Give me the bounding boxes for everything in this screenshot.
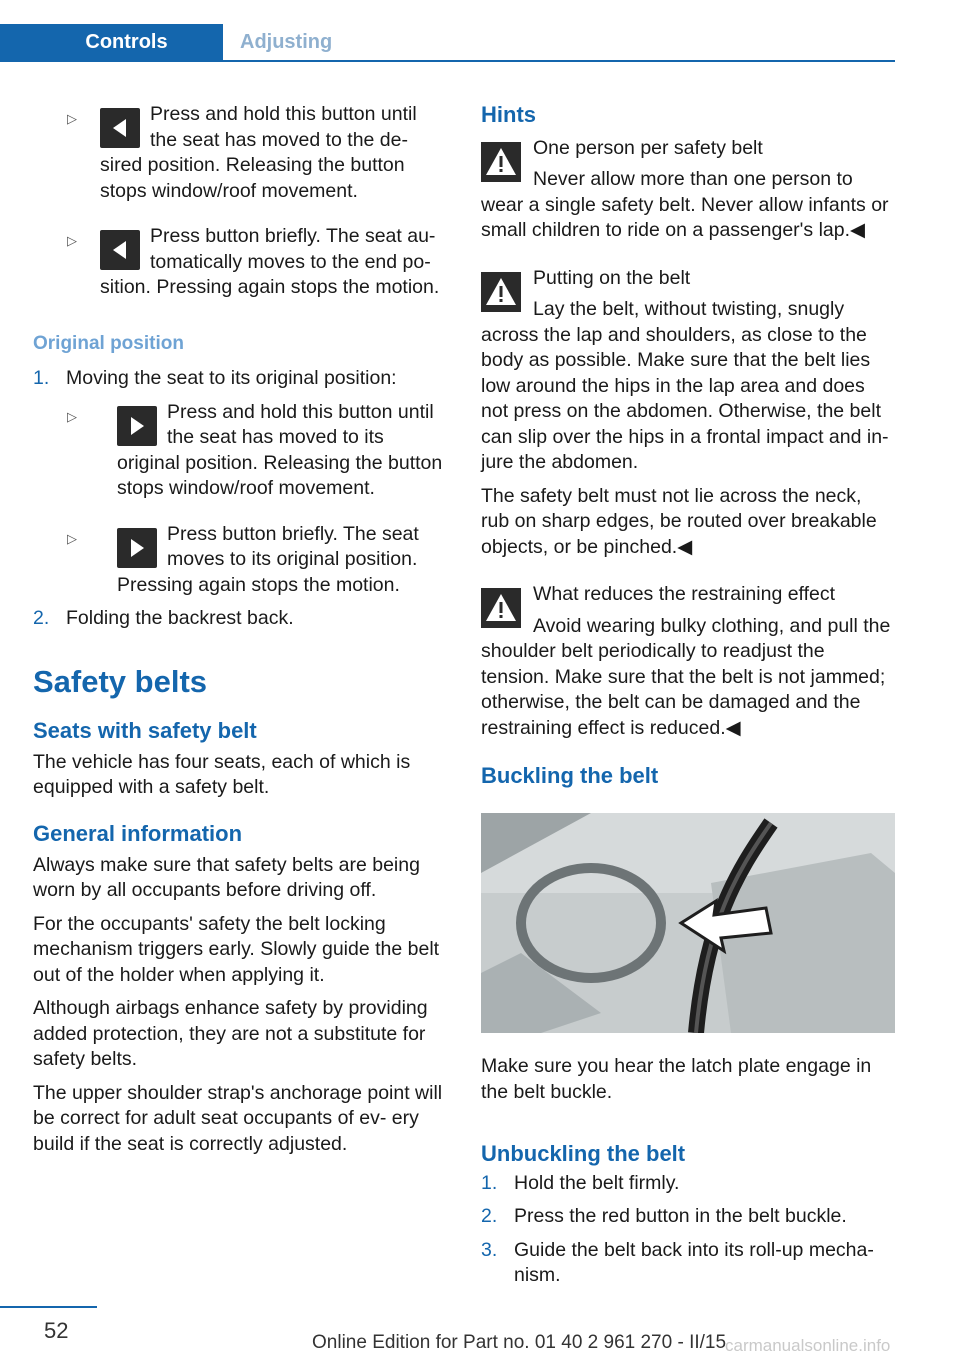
list-item-text: Press button briefly. The seat moves to its original position. Pressing again stops the motion. bbox=[117, 522, 419, 596]
warning-block bbox=[481, 266, 895, 561]
warning-title: Putting on the belt bbox=[533, 266, 691, 289]
step-text: Folding the backrest back. bbox=[66, 607, 294, 629]
triangle-bullet-icon: ▷ bbox=[67, 530, 77, 546]
warning-text: Never allow more than one person to wear a single safety belt. Never allow infants or small children to ride on a passenger's lap.◀ bbox=[481, 168, 889, 241]
warning-text: Lay the belt, without twisting, snugly across the lap and shoulders, as close to the body as possible. Make sure that the belt lies low around the hips in the lap area and does not press on the abdomen. Otherwise, the belt can slip over the hips in a frontal impact and in‐ jure the abdomen. bbox=[481, 298, 889, 473]
right-column bbox=[481, 102, 895, 1297]
general-heading: General information bbox=[33, 820, 243, 846]
buckling-heading: Buckling the belt bbox=[481, 763, 659, 788]
warning-icon bbox=[481, 272, 521, 312]
unbuckling-heading: Unbuckling the belt bbox=[481, 1141, 686, 1166]
warning-title: What reduces the restraining effect bbox=[533, 583, 836, 605]
original-position-heading: Original position bbox=[33, 332, 184, 354]
warning-text: The safety belt must not lie across the neck, rub on sharp edges, be routed over breakable objects, or be pinched.◀ bbox=[481, 484, 877, 558]
warning-block bbox=[481, 582, 895, 741]
list-item-text: Press and hold this button until the seat has moved to the de‐ sired position. Releasing the button stops window/roof movement. bbox=[100, 103, 417, 202]
numbered-step bbox=[33, 366, 448, 598]
warning-icon bbox=[481, 588, 521, 628]
step-number: 3. bbox=[481, 1238, 498, 1261]
buckling-text: Make sure you hear the latch plate engage in the belt buckle. bbox=[481, 1055, 872, 1103]
paragraph: The upper shoulder strap's anchorage point will be correct for adult seat occupants of ev‐ ery build if the seat is correctly adjusted. bbox=[33, 1081, 443, 1155]
warning-text: Avoid wearing bulky clothing, and pull the shoulder belt periodically to readjust the tension. Make sure that the belt is not jammed; otherwise, the belt can be damaged and the restraining effect is reduced.◀ bbox=[481, 614, 891, 739]
warning-icon bbox=[481, 142, 521, 182]
seat-belt-illustration bbox=[481, 813, 895, 1033]
tab-adjusting[interactable]: Adjusting bbox=[240, 31, 333, 53]
seats-heading: Seats with safety belt bbox=[33, 717, 257, 743]
page-number: 52 bbox=[44, 1318, 69, 1343]
step-number: 2. bbox=[481, 1205, 498, 1227]
list-item bbox=[33, 522, 448, 599]
watermark: carmanualsonline.info bbox=[725, 1336, 891, 1355]
step-number: 1. bbox=[481, 1171, 498, 1194]
footer-rule bbox=[0, 1306, 97, 1308]
arrow-right-button-icon bbox=[117, 406, 157, 446]
hints-heading: Hints bbox=[481, 102, 536, 127]
step-text: Guide the belt back into its roll-up mecha‐ nism. bbox=[514, 1238, 874, 1286]
nested-list bbox=[66, 400, 448, 599]
arrow-right-button-icon bbox=[117, 528, 157, 568]
seats-text: The vehicle has four seats, each of which is equipped with a safety belt. bbox=[33, 750, 411, 798]
triangle-bullet-icon: ▷ bbox=[67, 408, 77, 424]
arrow-left-button-icon bbox=[100, 230, 140, 270]
list-item-text: Press and hold this button until the seat has moved to its original position. Releasing the button stops window/roof movement. bbox=[117, 400, 443, 499]
arrow-left-button-icon bbox=[100, 108, 140, 148]
paragraph: For the occupants' safety the belt locking mechanism triggers early. Slowly guide the belt out of the holder when applying it. bbox=[33, 912, 440, 986]
numbered-step bbox=[481, 1204, 895, 1230]
step-number: 2. bbox=[33, 607, 50, 629]
paragraph: Always make sure that safety belts are being worn by all occupants before driving off. bbox=[33, 853, 420, 901]
section-title: Safety belts bbox=[33, 663, 208, 699]
tab-controls[interactable]: Controls bbox=[0, 24, 223, 61]
numbered-step bbox=[481, 1238, 895, 1289]
list-item bbox=[33, 400, 448, 502]
left-column bbox=[33, 102, 448, 1157]
paragraph: Although airbags enhance safety by providing added protection, they are not a substitute for safety belts. bbox=[33, 997, 428, 1070]
step-text: Press the red button in the belt buckle. bbox=[514, 1205, 847, 1227]
page-header bbox=[0, 0, 895, 62]
step-text: Moving the seat to its original position: bbox=[66, 367, 397, 389]
warning-title: One person per safety belt bbox=[533, 136, 763, 159]
step-text: Hold the belt firmly. bbox=[514, 1171, 680, 1194]
list-item bbox=[33, 102, 448, 204]
edition-text: Online Edition for Part no. 01 40 2 961 270 - II/15 bbox=[312, 1332, 727, 1353]
numbered-step bbox=[481, 1171, 895, 1197]
header-rule bbox=[0, 60, 895, 62]
triangle-bullet-icon: ▷ bbox=[67, 111, 77, 126]
list-item-text: Press button briefly. The seat au‐ tomatically moves to the end po‐ sition. Pressing again stops the motion. bbox=[100, 225, 440, 298]
numbered-step bbox=[33, 606, 448, 632]
warning-block bbox=[481, 136, 895, 244]
triangle-bullet-icon: ▷ bbox=[67, 233, 77, 248]
step-number: 1. bbox=[33, 367, 50, 389]
list-item bbox=[33, 224, 448, 301]
